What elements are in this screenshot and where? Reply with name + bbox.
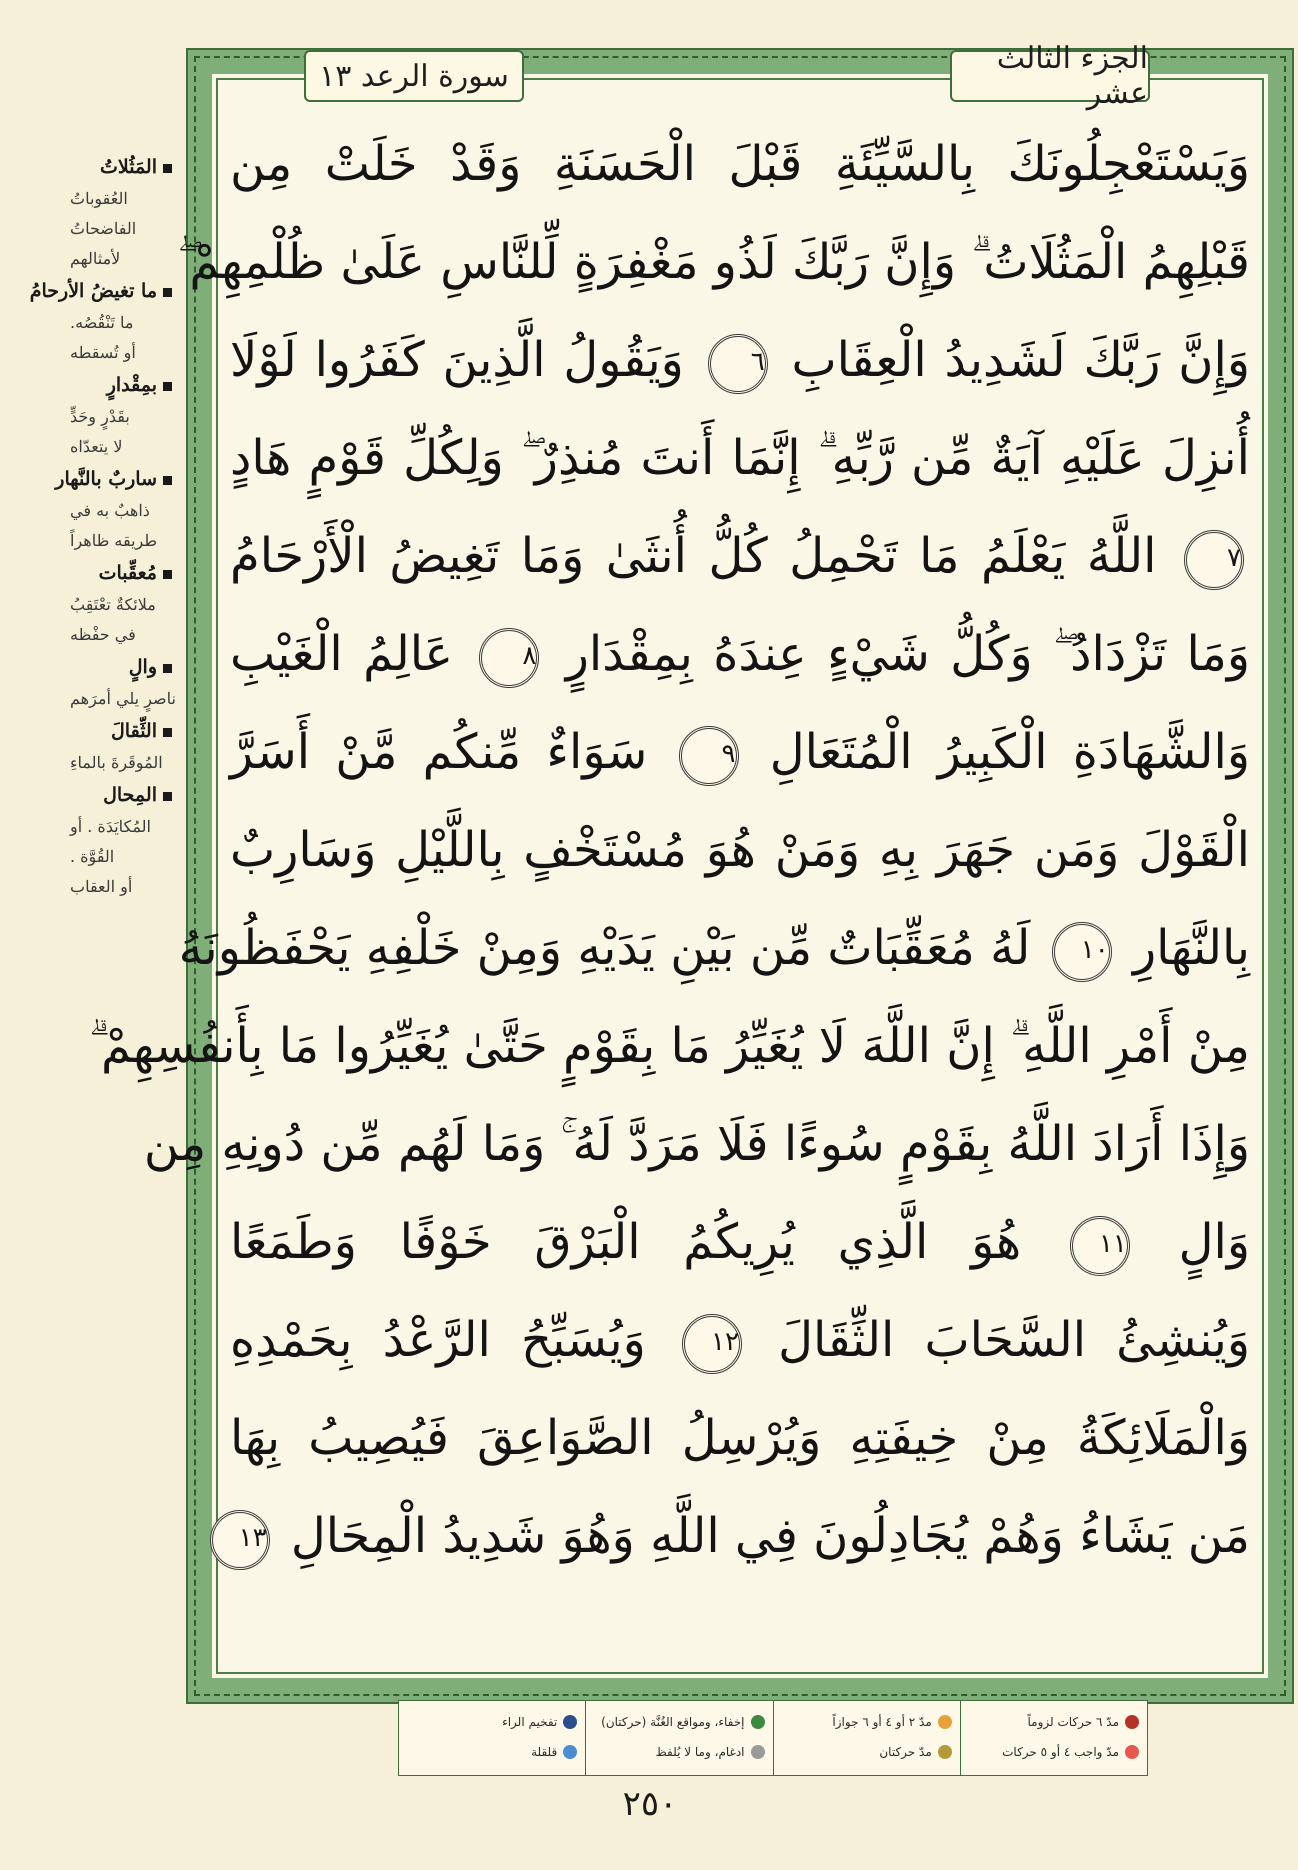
verse-text: هُوَ الَّذِي يُرِيكُمُ الْبَرْقَ خَوْفًا وَطَمَعًا [230,1214,1022,1270]
glossary-explanation: ناصرٍ يلي أمرَهم [70,689,176,708]
glossary-explanation: أو العقاب [70,877,133,896]
verse-line-12 [230,1198,1250,1286]
legend-label: مدّ ٢ أو ٤ أو ٦ جوازاً [832,1715,932,1729]
ayah-number-13: ١٣ [210,1510,270,1570]
glossary-explanation: لا يتعدّاه [70,437,123,456]
ayah-number-9: ٩ [679,726,739,786]
bullet-icon [163,164,172,173]
legend-item [594,1707,764,1737]
legend-column [585,1701,772,1775]
bullet-icon [163,664,172,673]
legend-item [782,1707,952,1737]
legend-label: قلقلة [531,1745,558,1759]
verse-text: وَالشَّهَادَةِ الْكَبِيرُ الْمُتَعَالِ [769,724,1251,780]
legend-item [594,1737,764,1767]
verse-line-1: وَيَسْتَعْجِلُونَكَ بِالسَّيِّئَةِ قَبْلَ الْحَسَنَةِ وَقَدْ خَلَتْ مِن [230,136,1250,192]
legend-label: ادغام، وما لا يُلفظ [655,1745,745,1759]
glossary-term [0,714,176,748]
page-number: ٢٥٠ [622,1784,678,1824]
juz-title: الجزء الثالث عشر [950,50,1150,102]
ayah-number-11: ١١ [1070,1216,1130,1276]
glossary-explanation: القُوَّة . [70,847,115,866]
verse-line-7 [230,708,1250,796]
verse-text: وَيُنشِئُ السَّحَابَ الثِّقَالَ [778,1312,1251,1368]
legend-item [969,1707,1139,1737]
verse-line-11: وَإِذَا أَرَادَ اللَّهُ بِقَوْمٍ سُوءًا فَلَا مَرَدَّ لَهُ ۚ وَمَا لَهُم مِّن دُونِهِ مِن [143,1116,1250,1172]
color-dot-icon [751,1715,765,1729]
glossary-term-text: والٍ [128,656,157,678]
verse-line-14: وَالْمَلَائِكَةُ مِنْ خِيفَتِهِ وَيُرْسِلُ الصَّوَاعِقَ فَيُصِيبُ بِهَا [230,1410,1250,1466]
verse-text: مَن يَشَاءُ وَهُمْ يُجَادِلُونَ فِي اللَّهِ وَهُوَ شَدِيدُ الْمِحَالِ [290,1508,1250,1564]
ayah-number-8: ٨ [479,628,539,688]
color-dot-icon [938,1745,952,1759]
legend-item [407,1737,577,1767]
glossary-term-text: بمِقْدارٍ [106,374,157,396]
color-dot-icon [1125,1745,1139,1759]
glossary-term [0,368,176,402]
glossary-term-text: ساربٌ بالنَّهار [55,468,157,490]
verse-line-5 [230,512,1250,600]
glossary-explanation: ذاهبٌ به في [70,501,150,520]
glossary-term [0,650,176,684]
ayah-number-7: ٧ [1184,530,1244,590]
glossary-term [0,274,176,308]
verse-text: وَالٍ [1178,1214,1250,1270]
glossary-explanation: ملائكةٌ تعْتَقِبُ [70,595,156,614]
verse-line-9 [178,904,1250,992]
verse-text: وَيُسَبِّحُ الرَّعْدُ بِحَمْدِهِ [230,1312,646,1368]
verse-line-10: مِنْ أَمْرِ اللَّهِ ۗ إِنَّ اللَّهَ لَا يُغَيِّرُ مَا بِقَوْمٍ حَتَّىٰ يُغَيِّرُوا مَا بِأَنفُسِهِمْ ۗ [89,1018,1250,1074]
glossary-term [0,556,176,590]
verse-line-8: الْقَوْلَ وَمَن جَهَرَ بِهِ وَمَنْ هُوَ مُسْتَخْفٍ بِاللَّيْلِ وَسَارِبٌ [230,822,1250,878]
color-dot-icon [751,1745,765,1759]
legend-label: تفخيم الراء [502,1715,558,1729]
glossary-term-text: ما تغيضُ الأرحامُ [29,280,157,302]
color-dot-icon [563,1745,577,1759]
bullet-icon [163,792,172,801]
glossary-term [0,462,176,496]
color-dot-icon [563,1715,577,1729]
surah-title: سورة الرعد ١٣ [304,50,524,102]
legend-column [399,1701,585,1775]
ayah-number-6: ٦ [708,334,768,394]
glossary-explanation: الفاضحاتُ [70,219,137,238]
bullet-icon [163,728,172,737]
verse-line-2: قَبْلِهِمُ الْمَثُلَاتُ ۗ وَإِنَّ رَبَّكَ لَذُو مَغْفِرَةٍ لِّلنَّاسِ عَلَىٰ ظُلْمِهِمْ ۖ [177,234,1250,290]
legend-label: مدّ واجب ٤ أو ٥ حركات [1002,1745,1119,1759]
verse-line-13 [230,1296,1250,1384]
glossary-explanation: لأمثالهم [70,249,121,268]
bullet-icon [163,288,172,297]
verse-text: أُنزِلَ عَلَيْهِ آيَةٌ مِّن رَّبِّهِ ۗ إِنَّمَا أَنتَ مُنذِرٌ ۖ وَلِكُلِّ قَوْمٍ هَادٍ [230,430,1250,486]
verse-text: سَوَاءٌ مِّنكُم مَّنْ أَسَرَّ [230,724,648,780]
glossary-term-text: مُعقِّبات [98,562,157,584]
glossary-explanation: في حفْظه [70,625,136,644]
legend-label: مدّ حركتان [879,1745,932,1759]
glossary-term-text: المِحال [103,784,157,806]
glossary-term-text: الثِّقالَ [110,720,157,742]
verse-text: بِالنَّهَارِ [1132,920,1250,976]
color-dot-icon [1125,1715,1139,1729]
glossary-explanation: ما تَنْقُصُه. [70,313,134,332]
glossary-term [0,778,176,812]
legend-label: إخفاء، ومواقع الغُنَّة (حركتان) [601,1715,745,1729]
glossary-explanation: العُقوباتُ [70,189,128,208]
legend-column [960,1701,1147,1775]
bullet-icon [163,570,172,579]
legend-item [407,1707,577,1737]
legend-item [782,1737,952,1767]
verse-line-3 [230,316,1250,404]
bullet-icon [163,382,172,391]
verse-text: وَيَقُولُ الَّذِينَ كَفَرُوا لَوْلَا [230,332,684,388]
verse-line-15 [230,1492,1250,1580]
verse-text: وَمَا تَزْدَادُ ۖ وَكُلُّ شَيْءٍ عِندَهُ بِمِقْدَارٍ [565,626,1251,682]
glossary-term-text: المَثُلاتُ [99,156,157,178]
ayah-number-12: ١٢ [682,1314,742,1374]
verse-line-4 [230,414,1250,502]
verse-line-6 [230,610,1250,698]
tajweed-legend [398,1700,1148,1776]
glossary-explanation: أو تُسقطه [70,343,136,362]
glossary-explanation: طريقه ظاهراً [70,531,158,550]
glossary-margin [0,150,176,902]
bullet-icon [163,476,172,485]
legend-label: مدّ ٦ حركات لزوماً [1027,1715,1119,1729]
legend-column [773,1701,960,1775]
glossary-explanation: المُوقَرةَ بالماءِ [70,753,163,772]
verse-text: اللَّهُ يَعْلَمُ مَا تَحْمِلُ كُلُّ أُنثَىٰ وَمَا تَغِيضُ الْأَرْحَامُ [230,528,1157,584]
verse-text: عَالِمُ الْغَيْبِ [230,626,453,682]
ayah-number-10: ١٠ [1052,922,1112,982]
verse-text: لَهُ مُعَقِّبَاتٌ مِّن بَيْنِ يَدَيْهِ وَمِنْ خَلْفِهِ يَحْفَظُونَهُ [178,920,1031,976]
verse-text: وَإِنَّ رَبَّكَ لَشَدِيدُ الْعِقَابِ [791,332,1250,388]
legend-item [969,1737,1139,1767]
glossary-term [0,150,176,184]
color-dot-icon [938,1715,952,1729]
glossary-explanation: المُكايَدَة . أو [70,817,151,836]
glossary-explanation: بقَدْرٍ وحَدٍّ [70,407,130,426]
